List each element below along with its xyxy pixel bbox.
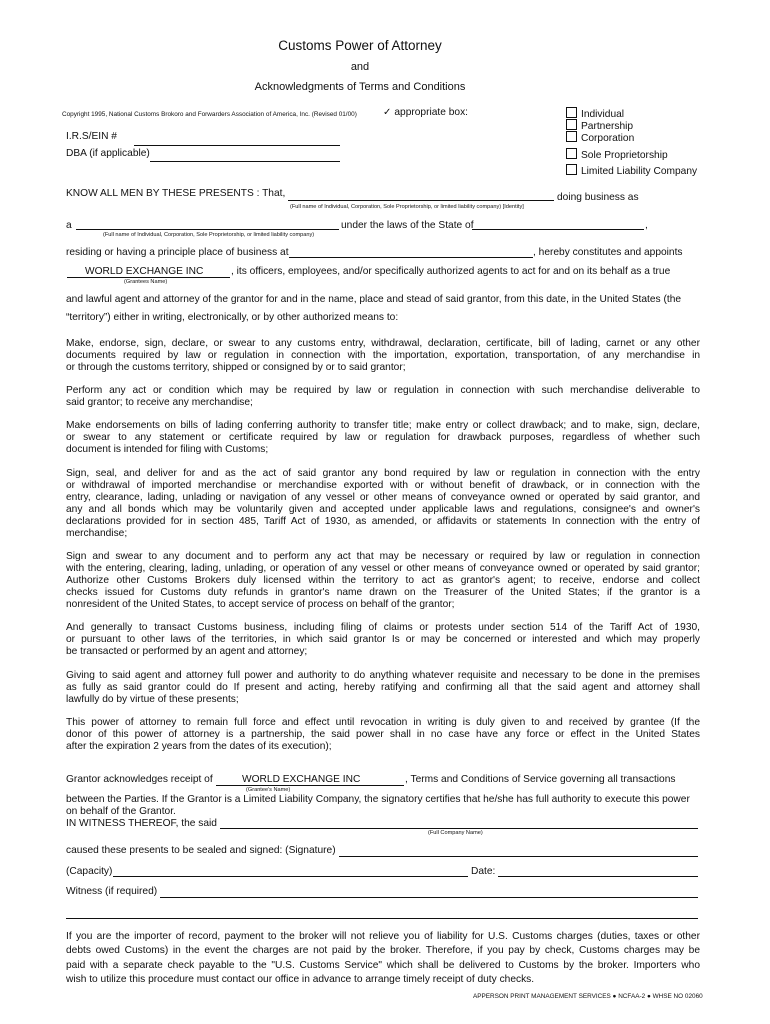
copyright-notice: Copyright 1995, National Customs Brokoro and Forwarders Association of America, Inc. (Revised 01/00) — [62, 111, 357, 118]
power-paragraph-2 — [66, 385, 700, 409]
printer-line: APPERSON PRINT MANAGEMENT SERVICES ● NCFAA-2 ● WHSE NO 02060 — [473, 993, 703, 1000]
dba-field[interactable] — [150, 161, 340, 162]
checkbox-individual[interactable]: Individual — [566, 107, 624, 120]
paragraph-line: declarations provided for in section 485, Tariff Act of 1930, as amended, or affidavits or statements In connection with the entry of — [66, 515, 700, 527]
paragraph-line: This power of attorney to remain full force and effect until revocation in writing is duly given to and received by grantee (If the — [66, 717, 700, 728]
power-paragraph-1 — [66, 338, 700, 374]
residing-label: residing or having a principle place of business at — [66, 247, 289, 258]
witness-extra-line[interactable] — [66, 918, 698, 919]
intro-line-1: and lawful agent and attorney of the grantor for and in the name, place and stead of said grantor, from this date, in the United States (the — [66, 294, 682, 305]
checkbox-box-icon[interactable] — [566, 131, 577, 142]
grantee-name-line — [67, 277, 230, 278]
grantee-authority-text: , its officers, employees, and/or specifically authorized agents to act for and on its behalf as a true — [231, 266, 671, 277]
state-comma: , — [645, 220, 648, 231]
power-paragraph-4 — [66, 468, 700, 539]
witness-field[interactable] — [160, 897, 698, 898]
acknowledgment-line-2: between the Parties. If the Grantor is a Limited Liability Company, the signatory certifies that he/she has full authority to execute this power — [66, 794, 690, 805]
company-name-caption: (Full Company Name) — [428, 830, 483, 836]
witness-label: Witness (if required) — [66, 886, 158, 897]
notice-line: debts owed Customs) in the event the charges are not paid by the broker. Therefore, if you pay by check, Customs charges may be — [66, 945, 700, 957]
notice-line: paid with a separate check payable to the "U.S. Customs Service" which shall be delivered to Customs by the broker. Importers who — [66, 959, 700, 971]
paragraph-line: or swear to any statement or certificate required by law or regulation for drawback purposes, regardless of whether such — [66, 431, 700, 443]
irs-ein-field[interactable] — [134, 145, 340, 146]
signature-field[interactable] — [339, 856, 698, 857]
capacity-field[interactable] — [113, 876, 468, 877]
checkbox-box-icon[interactable] — [566, 148, 577, 159]
acknowledgment-prefix: Grantor acknowledges receipt of — [66, 774, 213, 785]
paragraph-line: or withdrawal of imported merchandise or merchandise exported with or without benefit of drawback, or in connection with the — [66, 479, 700, 491]
paragraph-line: donor of this power of attorney is a partnership, the said power shall in no case have any force or effect in the United States — [66, 728, 700, 740]
signature-label: caused these presents to be sealed and signed: (Signature) — [66, 845, 336, 856]
title-and: and — [350, 61, 370, 73]
paragraph-line: Make, endorse, sign, declare, or swear to any customs entry, withdrawal, declaration, certificate, bill of lading, carnet or any other — [66, 338, 700, 349]
paragraph-line: any and all bonds which may be voluntarily given and accepted under applicable laws and regulations, consignee's and owner's — [66, 503, 700, 515]
ack-grantee-value[interactable]: WORLD EXCHANGE INC — [242, 774, 361, 785]
paragraph-line: after the expiration 2 years from the dates of its execution); — [66, 740, 332, 752]
acknowledgment-line-3: on behalf of the Grantor. — [66, 806, 176, 817]
grantor-name-caption: (Full name of Individual, Corporation, Sole Proprietorship, or limited liability company) [Identity] — [290, 204, 524, 210]
date-label: Date: — [471, 866, 496, 877]
check-instruction: ✓ appropriate box: — [383, 107, 468, 118]
paragraph-line: Make endorsements on bills of lading conferring authority to transfer title; make entry or collect drawback; and to make, sign, declare, — [66, 420, 700, 431]
under-laws-label: under the laws of the State of — [341, 220, 474, 231]
paragraph-line: or pursuant to other laws of the territories, in which said grantor Is or may be concerned or interested and which may properly — [66, 633, 700, 645]
paragraph-line: Perform any act or condition which may be required by law or regulation in connection with such merchandise deliverable to — [66, 385, 700, 396]
paragraph-line: be transacted or performed by an agent and attorney; — [66, 645, 308, 657]
a-label: a — [66, 220, 72, 231]
checkbox-box-icon[interactable] — [566, 107, 577, 118]
paragraph-line: Sign, seal, and deliver for and as the act of said grantor any bond required by law or regulation in connection with the entry — [66, 468, 700, 479]
importer-notice — [66, 930, 700, 988]
date-field[interactable] — [498, 876, 698, 877]
capacity-label: (Capacity) — [66, 866, 113, 877]
grantor-name-field[interactable] — [288, 200, 554, 201]
business-address-field[interactable] — [289, 257, 533, 258]
entity-type-field[interactable] — [76, 229, 339, 230]
notice-line: wish to utilize this procedure must contact our office in advance to arrange timely receipt of duty checks. — [66, 974, 535, 986]
notice-line: If you are the importer of record, payment to the broker will not relieve you of liability for U.S. Customs charges (duties, taxes or other — [66, 931, 700, 942]
grantee-name-caption: (Grantees Name) — [124, 279, 168, 285]
paragraph-line: documents required by law or regulation in connection with the importation, exportation, transportation, of any merchandise in — [66, 349, 700, 361]
paragraph-line: merchandise; — [66, 527, 128, 539]
paragraph-line: And generally to transact Customs business, including filing of claims or protests under section 514 of the Tariff Act of 1930, — [66, 622, 700, 633]
checkbox-partnership[interactable]: Partnership — [566, 119, 633, 132]
know-all-men-label: KNOW ALL MEN BY THESE PRESENTS : That, — [66, 188, 286, 199]
checkbox-box-icon[interactable] — [566, 119, 577, 130]
ack-grantee-line — [216, 785, 404, 786]
checkbox-box-icon[interactable] — [566, 164, 577, 175]
power-paragraph-5 — [66, 551, 700, 611]
intro-line-2: “territory”) either in writing, electronically, or by other authorized means to: — [66, 312, 399, 323]
paragraph-line: said grantor; to receive any merchandise; — [66, 396, 253, 408]
paragraph-line: Giving to said agent and attorney full power and authority to do anything whatever requisite and necessary to be done in the premises — [66, 670, 700, 681]
paragraph-line: or through the customs territory, shipped or consigned by or to said grantor; — [66, 361, 406, 373]
page-subtitle: Acknowledgments of Terms and Conditions — [254, 81, 466, 93]
grantee-name-value[interactable]: WORLD EXCHANGE INC — [85, 266, 204, 277]
dba-label: DBA (if applicable) — [66, 148, 150, 159]
power-paragraph-3 — [66, 420, 700, 456]
power-paragraph-6 — [66, 622, 700, 658]
state-field[interactable] — [472, 229, 644, 230]
paragraph-line: lawfully do by virtue of these presents; — [66, 693, 239, 705]
paragraph-line: entry, clearance, lading, unlading or navigation of any vessel or other means of conveyance owned or operated by said grantor, and — [66, 491, 700, 503]
paragraph-line: checks issued for Customs duty refunds in grantor's name drawn on the Treasurer of the United States; if the grantor is a — [66, 586, 700, 598]
irs-ein-label: I.R.S/EIN # — [66, 131, 117, 142]
paragraph-line: with the entering, clearing, lading, unlading, or operation of any vessel or other means of conveyance owned or operated by said grantor; — [66, 562, 700, 574]
power-paragraph-8 — [66, 717, 700, 753]
checkbox-sole-proprietorship[interactable]: Sole Proprietorship — [566, 148, 668, 161]
witness-thereof-label: IN WITNESS THEREOF, the said — [66, 818, 217, 829]
acknowledgment-suffix: , Terms and Conditions of Service governing all transactions — [405, 774, 676, 785]
entity-type-caption: (Full name of Individual, Corporation, Sole Proprietorship, or limited liability company) — [103, 232, 315, 238]
hereby-appoints-label: , hereby constitutes and appoints — [533, 247, 683, 258]
paragraph-line: document is intended for filing with Customs; — [66, 443, 269, 455]
doing-business-as-label: doing business as — [557, 192, 639, 203]
checkbox-llc[interactable]: Limited Liability Company — [566, 164, 697, 177]
paragraph-line: as fully as said grantor could do If present and acting, hereby ratifying and confirming all that the said agent and attorney shall — [66, 681, 700, 693]
paragraph-line: nonresident of the United States, to accept service of process on behalf of the grantor; — [66, 598, 455, 610]
page-title: Customs Power of Attorney — [278, 38, 442, 53]
full-company-name-field[interactable] — [220, 828, 698, 829]
checkbox-corporation[interactable]: Corporation — [566, 131, 634, 144]
power-paragraph-7 — [66, 670, 700, 706]
ack-grantee-caption: (Grantee's Name) — [246, 787, 291, 793]
paragraph-line: Authorize other Customs Brokers duly licensed within the territory to act as grantor's agent; to receive, endorse and collect — [66, 574, 700, 586]
paragraph-line: Sign and swear to any document and to perform any act that may be necessary or required by law or regulation in connection — [66, 551, 700, 562]
